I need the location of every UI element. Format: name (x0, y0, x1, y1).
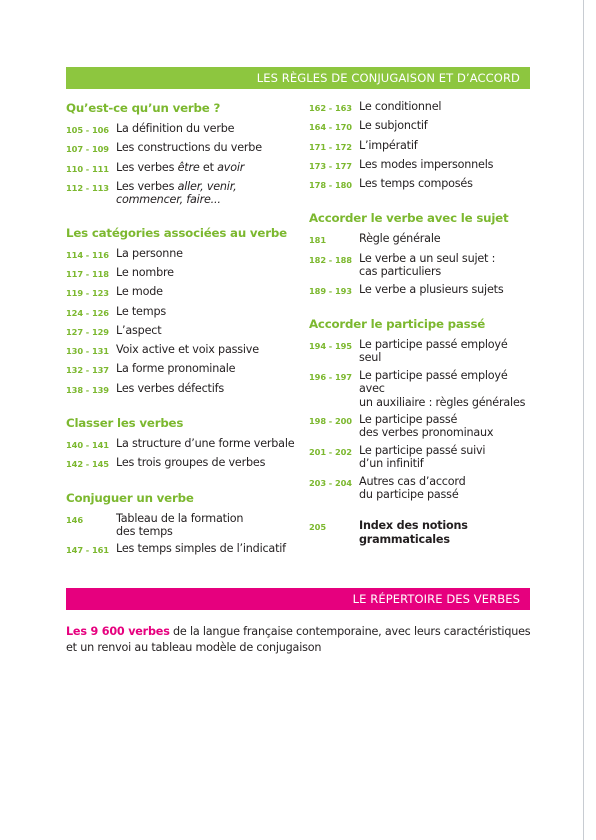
toc-heading-verb-subject-agreement: Accorder le verbe avec le sujet (309, 211, 509, 226)
toc-entry[interactable] (309, 338, 530, 365)
page-range: 203 - 204 (309, 477, 352, 488)
entry-title: Voix active et voix passive (116, 343, 259, 357)
toc-entry[interactable] (66, 382, 296, 398)
verb-count-highlight: Les 9 600 verbes (66, 625, 170, 638)
toc-entry[interactable] (309, 177, 530, 193)
page-range: 127 - 129 (66, 326, 109, 337)
repertoire-description (66, 624, 536, 656)
toc-entry[interactable] (66, 141, 296, 157)
entry-title: Tableau de la formation des temps (116, 511, 244, 539)
entry-title: Les trois groupes de verbes (116, 456, 266, 470)
toc-entry-index[interactable] (309, 519, 530, 546)
page-range: 162 - 163 (309, 103, 352, 113)
description-line-2: et un renvoi au tableau modèle de conjugaison (66, 641, 322, 654)
entry-title: Le mode (116, 285, 163, 299)
entry-title: Les constructions du verbe (116, 141, 262, 155)
entry-title: Le verbe a plusieurs sujets (359, 282, 504, 296)
toc-heading-past-participle: Accorder le participe passé (309, 316, 486, 331)
entry-title: Les verbes aller, venir, commencer, faire... (116, 179, 237, 207)
page-range: 147 - 161 (66, 545, 109, 556)
page-range: 201 - 202 (309, 446, 352, 457)
section-banner-rules-label: LES RÈGLES DE CONJUGAISON ET D’ACCORD (256, 71, 520, 85)
toc-heading-conjugate: Conjuguer un verbe (66, 490, 194, 505)
page-range: 130 - 131 (66, 346, 109, 357)
page-range: 132 - 137 (66, 365, 109, 376)
page-range: 194 - 195 (309, 340, 352, 351)
page-range: 173 - 177 (309, 160, 352, 171)
entry-title: Le nombre (116, 265, 174, 279)
page-range: 146 (66, 514, 84, 525)
entry-title: L’impératif (359, 138, 418, 152)
toc-entry[interactable] (309, 369, 530, 410)
page-range: 182 - 188 (309, 254, 352, 265)
entry-title: Les temps simples de l’indicatif (116, 542, 286, 556)
toc-left-column (66, 100, 296, 562)
page-range: 124 - 126 (66, 307, 109, 318)
toc-entry[interactable] (309, 475, 530, 502)
toc-entry[interactable] (66, 324, 296, 340)
entry-title: Règle générale (359, 232, 441, 246)
page-range: 112 - 113 (66, 182, 109, 193)
description-line-1: de la langue française contemporaine, avec leurs caractéristiques (169, 625, 531, 638)
page-range: 117 - 118 (66, 268, 109, 279)
toc-entry[interactable] (66, 285, 296, 301)
entry-title: Les temps composés (359, 177, 473, 191)
entry-title: La structure d’une forme verbale (116, 437, 295, 451)
entry-title: Le participe passé employé avec un auxiliaire : règles générales (359, 368, 526, 409)
section-banner-rules (66, 67, 530, 89)
toc-entry[interactable] (309, 232, 530, 248)
entry-title: Les verbes être et avoir (116, 160, 245, 174)
entry-title: Le verbe a un seul sujet : cas particuliers (359, 251, 496, 279)
page-range: 138 - 139 (66, 384, 109, 395)
page-range: 140 - 141 (66, 440, 109, 451)
section-banner-repertoire-label: LE RÉPERTOIRE DES VERBES (352, 592, 520, 606)
toc-entry[interactable] (309, 158, 530, 174)
page-range: 181 (309, 235, 327, 246)
page-edge-line (583, 0, 584, 840)
page-range: 142 - 145 (66, 459, 109, 470)
entry-title: Le participe passé employé seul (359, 337, 508, 365)
toc-entry[interactable] (66, 542, 296, 558)
section-banner-repertoire (66, 588, 530, 610)
entry-title: Le conditionnel (359, 100, 442, 113)
entry-title: Autres cas d’accord du participe passé (359, 474, 466, 502)
entry-title: Les verbes défectifs (116, 381, 224, 395)
entry-title: Le temps (116, 304, 166, 318)
entry-title: La définition du verbe (116, 122, 235, 135)
page-range: 107 - 109 (66, 144, 109, 155)
page-range: 171 - 172 (309, 141, 352, 152)
page-range: 114 - 116 (66, 249, 109, 260)
entry-title: Les modes impersonnels (359, 157, 494, 171)
toc-entry[interactable] (309, 139, 530, 155)
entry-title: La personne (116, 246, 183, 260)
toc-entry[interactable] (66, 456, 296, 472)
toc-entry[interactable] (66, 266, 296, 282)
toc-heading-what-is-verb: Qu’est-ce qu’un verbe ? (66, 101, 221, 115)
toc-entry[interactable] (66, 305, 296, 321)
page-range: 105 - 106 (66, 125, 109, 135)
page-range: 119 - 123 (66, 288, 109, 299)
toc-entry[interactable] (66, 122, 296, 138)
page-range: 189 - 193 (309, 285, 352, 296)
entry-title: Index des notions grammaticales (359, 519, 468, 546)
toc-entry[interactable] (309, 100, 530, 116)
toc-heading-classify: Classer les verbes (66, 416, 184, 431)
toc-entry[interactable] (309, 119, 530, 135)
entry-title: Le participe passé des verbes pronominaux (359, 412, 494, 440)
toc-right-column (309, 100, 530, 550)
toc-heading-categories: Les catégories associées au verbe (66, 225, 287, 240)
page-range: 164 - 170 (309, 122, 352, 133)
toc-entry[interactable] (66, 362, 296, 378)
toc-entry[interactable] (66, 180, 296, 207)
entry-title: L’aspect (116, 323, 162, 337)
toc-entry[interactable] (66, 343, 296, 359)
entry-title: La forme pronominale (116, 362, 236, 376)
page-range: 198 - 200 (309, 415, 352, 426)
toc-entry[interactable] (309, 444, 530, 471)
page-range: 110 - 111 (66, 163, 109, 174)
page-range: 205 (309, 522, 327, 533)
toc-entry[interactable] (66, 437, 296, 453)
toc-entry[interactable] (309, 413, 530, 440)
page-range: 196 - 197 (309, 371, 352, 382)
toc-entry[interactable] (309, 283, 530, 299)
toc-entry[interactable] (66, 247, 296, 263)
toc-entry[interactable] (309, 252, 530, 279)
entry-title: Le participe passé suivi d’un infinitif (359, 443, 486, 471)
entry-title: Le subjonctif (359, 119, 428, 133)
page-range: 178 - 180 (309, 180, 352, 191)
toc-entry[interactable] (66, 512, 296, 539)
toc-entry[interactable] (66, 161, 296, 177)
